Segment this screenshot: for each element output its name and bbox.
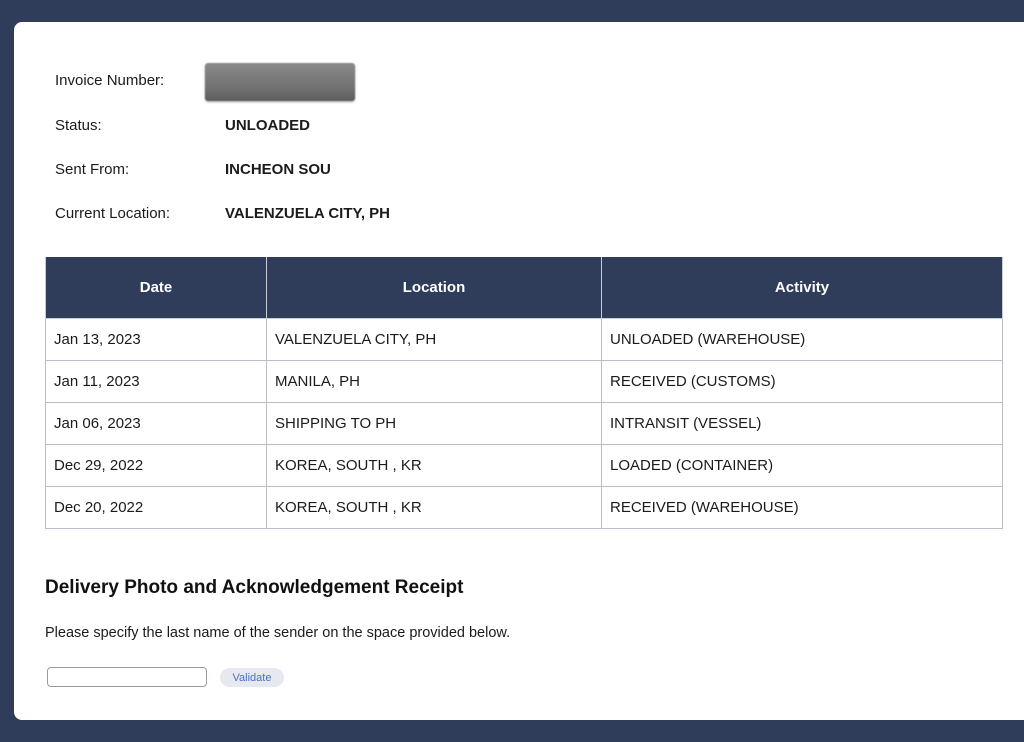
table-header-row xyxy=(46,257,1003,319)
sender-lastname-input[interactable] xyxy=(47,667,207,687)
tracking-history-table xyxy=(45,257,1003,529)
cell-date: Jan 13, 2023 xyxy=(46,319,267,361)
invoice-number-label: Invoice Number: xyxy=(55,72,165,89)
cell-date: Jan 06, 2023 xyxy=(46,403,267,445)
cell-date: Dec 20, 2022 xyxy=(46,487,267,529)
cell-location: KOREA, SOUTH , KR xyxy=(267,445,602,487)
cell-activity: INTRANSIT (VESSEL) xyxy=(602,403,1003,445)
cell-activity: RECEIVED (CUSTOMS) xyxy=(602,361,1003,403)
column-header-activity: Activity xyxy=(602,257,1003,319)
sent-from-value: INCHEON SOU xyxy=(225,161,331,178)
table-row xyxy=(46,319,1003,361)
delivery-section-title: Delivery Photo and Acknowledgement Receipt xyxy=(45,577,464,598)
column-header-location: Location xyxy=(267,257,602,319)
current-location-label: Current Location: xyxy=(55,205,171,222)
status-row xyxy=(55,117,310,134)
cell-location: MANILA, PH xyxy=(267,361,602,403)
cell-location: KOREA, SOUTH , KR xyxy=(267,487,602,529)
cell-location: VALENZUELA CITY, PH xyxy=(267,319,602,361)
current-location-value: VALENZUELA CITY, PH xyxy=(225,205,391,222)
validate-button[interactable]: Validate xyxy=(220,668,284,687)
table-row xyxy=(46,403,1003,445)
sent-from-label: Sent From: xyxy=(55,161,130,178)
status-value: UNLOADED xyxy=(225,117,310,134)
cell-activity: RECEIVED (WAREHOUSE) xyxy=(602,487,1003,529)
current-location-row xyxy=(55,205,391,222)
cell-date: Jan 11, 2023 xyxy=(46,361,267,403)
table-row xyxy=(46,445,1003,487)
column-header-date: Date xyxy=(46,257,267,319)
table-row xyxy=(46,361,1003,403)
status-label: Status: xyxy=(55,117,102,134)
cell-date: Dec 29, 2022 xyxy=(46,445,267,487)
cell-activity: UNLOADED (WAREHOUSE) xyxy=(602,319,1003,361)
cell-activity: LOADED (CONTAINER) xyxy=(602,445,1003,487)
sent-from-row xyxy=(55,161,331,178)
invoice-number-row xyxy=(55,72,225,89)
cell-location: SHIPPING TO PH xyxy=(267,403,602,445)
tracking-card xyxy=(14,22,1024,720)
table-row xyxy=(46,487,1003,529)
invoice-number-redacted xyxy=(205,63,355,101)
sender-lastname-instruction: Please specify the last name of the sender on the space provided below. xyxy=(45,625,511,641)
